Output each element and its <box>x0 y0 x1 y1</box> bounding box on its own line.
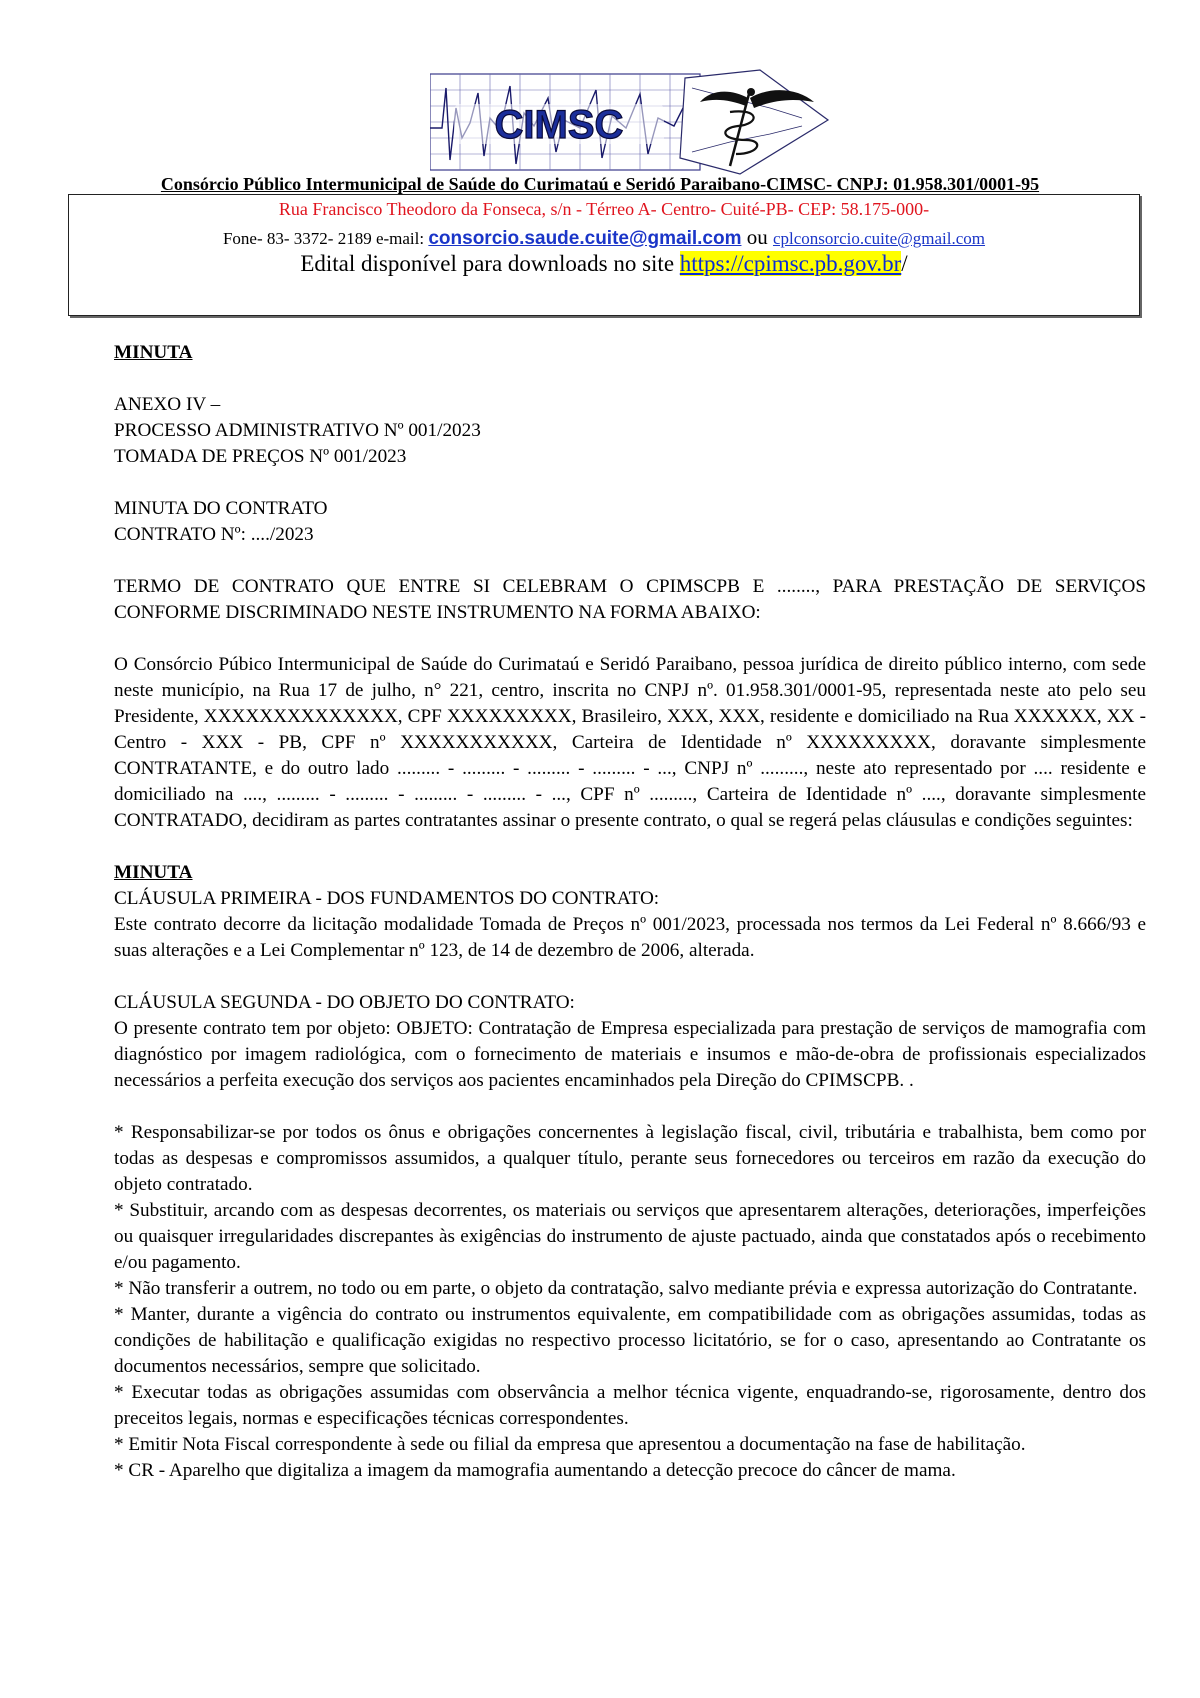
clausula-primeira-text: Este contrato decorre da licitação modalidade Tomada de Preços nº 001/2023, processada nos termos da Lei Federal nº 8.666/93 e suas alterações e a Lei Complementar nº 123, de 14 de dezembro de 2006, alterada. <box>114 914 1146 961</box>
address-line: Rua Francisco Theodoro da Fonseca, s/n - Térreo A- Centro- Cuité-PB- CEP: 58.175-000- <box>278 199 930 219</box>
email-primary-link[interactable]: consorcio.saude.cuite@gmail.com <box>428 228 742 249</box>
logo-wordmark: CIMSC <box>494 103 624 147</box>
edital-site-link[interactable]: https://cpimsc.pb.gov.br <box>679 251 902 276</box>
minuta-heading: MINUTA <box>114 342 193 363</box>
edital-prefix: Edital disponível para downloads no site <box>300 251 680 276</box>
obrigacao-item: * Substituir, arcando com as despesas decorrentes, os materiais ou serviços que apresentarem alterações, deteriorações, imperfeições ou quaisquer irregularidades discrepantes às exigências do instrumento de ajuste pactuado, ainda que constatados após o recebimento e/ou pagamento. <box>114 1200 1146 1273</box>
clausula-segunda-text: O presente contrato tem por objeto: OBJETO: Contratação de Empresa especializada para prestação de serviços de mamografia com diagnóstico por imagem radiológica, com o fornecimento de materiais e insumos e mão-de-obra de profissionais especializados necessários a perfeita execução dos serviços aos pacientes encaminhados pela Direção do CPIMSCPB. . <box>114 1018 1146 1091</box>
minuta-heading-2: MINUTA <box>114 862 193 883</box>
processo-line: PROCESSO ADMINISTRATIVO Nº 001/2023 <box>114 420 481 441</box>
obrigacao-item: * CR - Aparelho que digitaliza a imagem da mamografia aumentando a detecção precoce do câncer de mama. <box>114 1460 956 1481</box>
organization-name: Consórcio Público Intermunicipal de Saúde do Curimataú e Seridó Paraibano-CIMSC- CNPJ: 01.958.301/0001-95 <box>160 174 1040 194</box>
anexo-line: ANEXO IV – <box>114 394 221 415</box>
document-body <box>114 340 1146 1484</box>
email-secondary-link[interactable]: cplconsorcio.cuite@gmail.com <box>772 229 986 248</box>
cimsc-logo <box>430 68 830 176</box>
obrigacao-item: * Responsabilizar-se por todos os ônus e obrigações concernentes à legislação fiscal, civil, tributária e trabalhista, bem como por todas as despesas e compromissos assumidos, a qualquer título, perante seus fornecedores ou terceiros em razão da execução do objeto contratado. <box>114 1122 1146 1195</box>
minuta-contrato-line: MINUTA DO CONTRATO <box>114 498 328 519</box>
obrigacao-item: * Não transferir a outrem, no todo ou em parte, o objeto da contratação, salvo mediante prévia e expressa autorização do Contratante. <box>114 1278 1138 1299</box>
obrigacao-item: * Executar todas as obrigações assumidas com observância a melhor técnica vigente, enquadrando-se, rigorosamente, dentro dos preceitos legais, normas e especificações técnicas correspondentes. <box>114 1382 1146 1429</box>
clausula-primeira-title: CLÁUSULA PRIMEIRA - DOS FUNDAMENTOS DO CONTRATO: <box>114 888 660 909</box>
contact-line <box>69 225 1139 250</box>
termo-paragraph: TERMO DE CONTRATO QUE ENTRE SI CELEBRAM O CPIMSCPB E ........, PARA PRESTAÇÃO DE SERVIÇOS CONFORME DISCRIMINADO NESTE INSTRUMENTO NA FORMA ABAIXO: <box>114 576 1146 623</box>
clausula-segunda-title: CLÁUSULA SEGUNDA - DO OBJETO DO CONTRATO: <box>114 992 575 1013</box>
contact-box <box>68 194 1140 316</box>
preambulo-paragraph: O Consórcio Púbico Intermunicipal de Saúde do Curimataú e Seridó Paraibano, pessoa jurídica de direito público interno, com sede neste município, na Rua 17 de julho, n° 221, centro, inscrita no CNPJ nº. 01.958.301/0001-95, representada neste ato pelo seu Presidente, XXXXXXXXXXXXXX, CPF XXXXXXXXX, Brasileiro, XXX, XXX, residente e domiciliado na Rua XXXXXX, XX - Centro - XXX - PB, CPF nº XXXXXXXXXXX, Carteira de Identidade nº XXXXXXXXX, doravante simplesmente CONTRATANTE, e do outro lado ......... - ......... - ......... - ......... - ..., CNPJ nº ........., neste ato representado por .... residente e domiciliado na ...., ......... - ......... - ......... - ......... - ..., CPF nº ........., Carteira de Identidade nº ...., doravante simplesmente CONTRATADO, decidiram as partes contratantes assinar o presente contrato, o qual se regerá pelas cláusulas e condições seguintes: <box>114 654 1146 831</box>
obrigacao-item: * Emitir Nota Fiscal correspondente à sede ou filial da empresa que apresentou a documentação na fase de habilitação. <box>114 1434 1026 1455</box>
tomada-line: TOMADA DE PREÇOS Nº 001/2023 <box>114 446 407 467</box>
phone-prefix: Fone- 83- 3372- 2189 e-mail: <box>222 229 429 248</box>
email-or: ou <box>741 225 773 249</box>
edital-suffix: / <box>901 251 908 276</box>
obrigacao-item: * Manter, durante a vigência do contrato ou instrumentos equivalente, em compatibilidade com as obrigações assumidas, todas as condições de habilitação e qualificação exigidas no respectivo processo licitatório, se for o caso, apresentando ao Contratante os documentos necessários, sempre que solicitado. <box>114 1304 1146 1377</box>
contrato-numero-line: CONTRATO Nº: ..../2023 <box>114 524 314 545</box>
edital-line <box>69 251 1139 277</box>
